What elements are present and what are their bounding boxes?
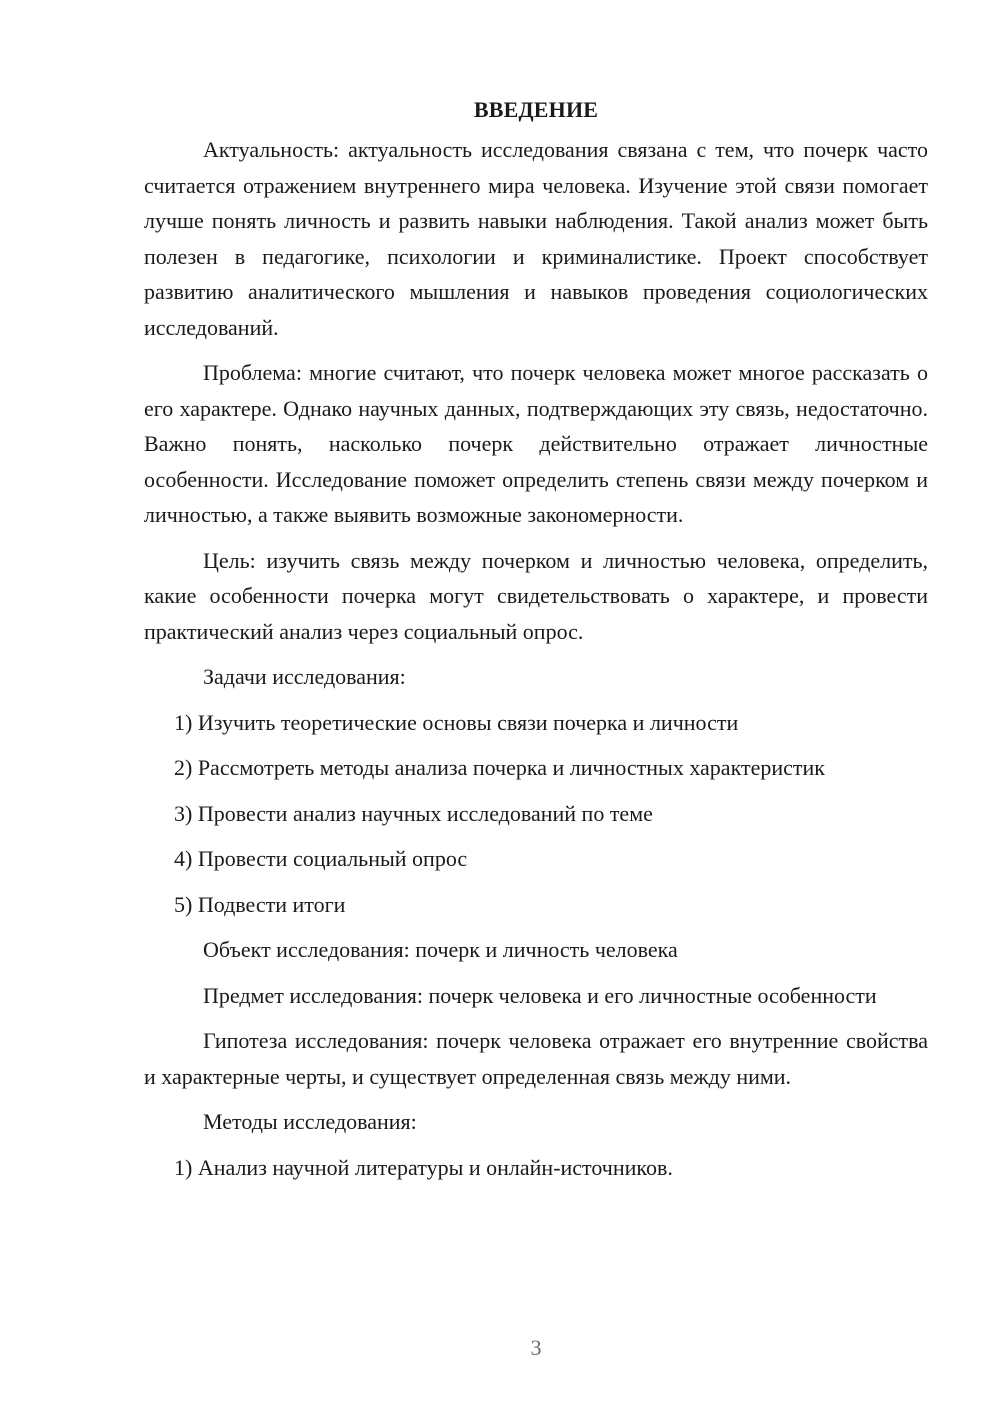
task-item-3: 3) Провести анализ научных исследований по теме <box>174 800 653 826</box>
methods-heading: Методы исследования: <box>203 1109 417 1134</box>
goal-paragraph: Цель: изучить связь между почерком и личностью человека, определить, какие особенности почерка могут свидетельствовать о характере, и провести практический анализ через социальный опрос. <box>144 547 928 644</box>
page-number: 3 <box>530 1335 542 1360</box>
page-content <box>144 96 928 1195</box>
section-title: ВВЕДЕНИЕ <box>473 97 599 122</box>
object-paragraph: Объект исследования: почерк и личность человека <box>203 937 678 962</box>
task-item-1: 1) Изучить теоретические основы связи почерка и личности <box>174 709 739 735</box>
task-item-2: 2) Рассмотреть методы анализа почерка и личностных характеристик <box>174 755 825 780</box>
task-item-4: 4) Провести социальный опрос <box>174 846 468 871</box>
subject-paragraph: Предмет исследования: почерк человека и его личностные особенности <box>203 982 877 1008</box>
tasks-list <box>144 705 928 923</box>
tasks-heading: Задачи исследования: <box>203 664 406 689</box>
hypothesis-paragraph: Гипотеза исследования: почерк человека отражает его внутренние свойства и характерные черты, и существует определенная связь между ними. <box>144 1028 928 1089</box>
methods-list <box>144 1150 928 1186</box>
relevance-paragraph: Актуальность: актуальность исследования связана с тем, что почерк часто считается отражением внутреннего мира человека. Изучение этой связи помогает лучше понять личность и развить навыки наблюдения. Такой анализ может быть полезен в педагогике, психологии и криминалистике. Проект способствует развитию аналитического мышления и навыков проведения социологических исследований. <box>144 137 928 340</box>
task-item-5: 5) Подвести итоги <box>174 891 346 917</box>
problem-paragraph: Проблема: многие считают, что почерк человека может многое рассказать о его характере. Однако научных данных, подтверждающих эту связь, недостаточно. Важно понять, насколько почерк действительно отражает личностные особенности. Исследование поможет определить степень связи между почерком и личностью, а также выявить возможные закономерности. <box>144 360 928 527</box>
method-item-1: 1) Анализ научной литературы и онлайн-источников. <box>174 1154 673 1180</box>
